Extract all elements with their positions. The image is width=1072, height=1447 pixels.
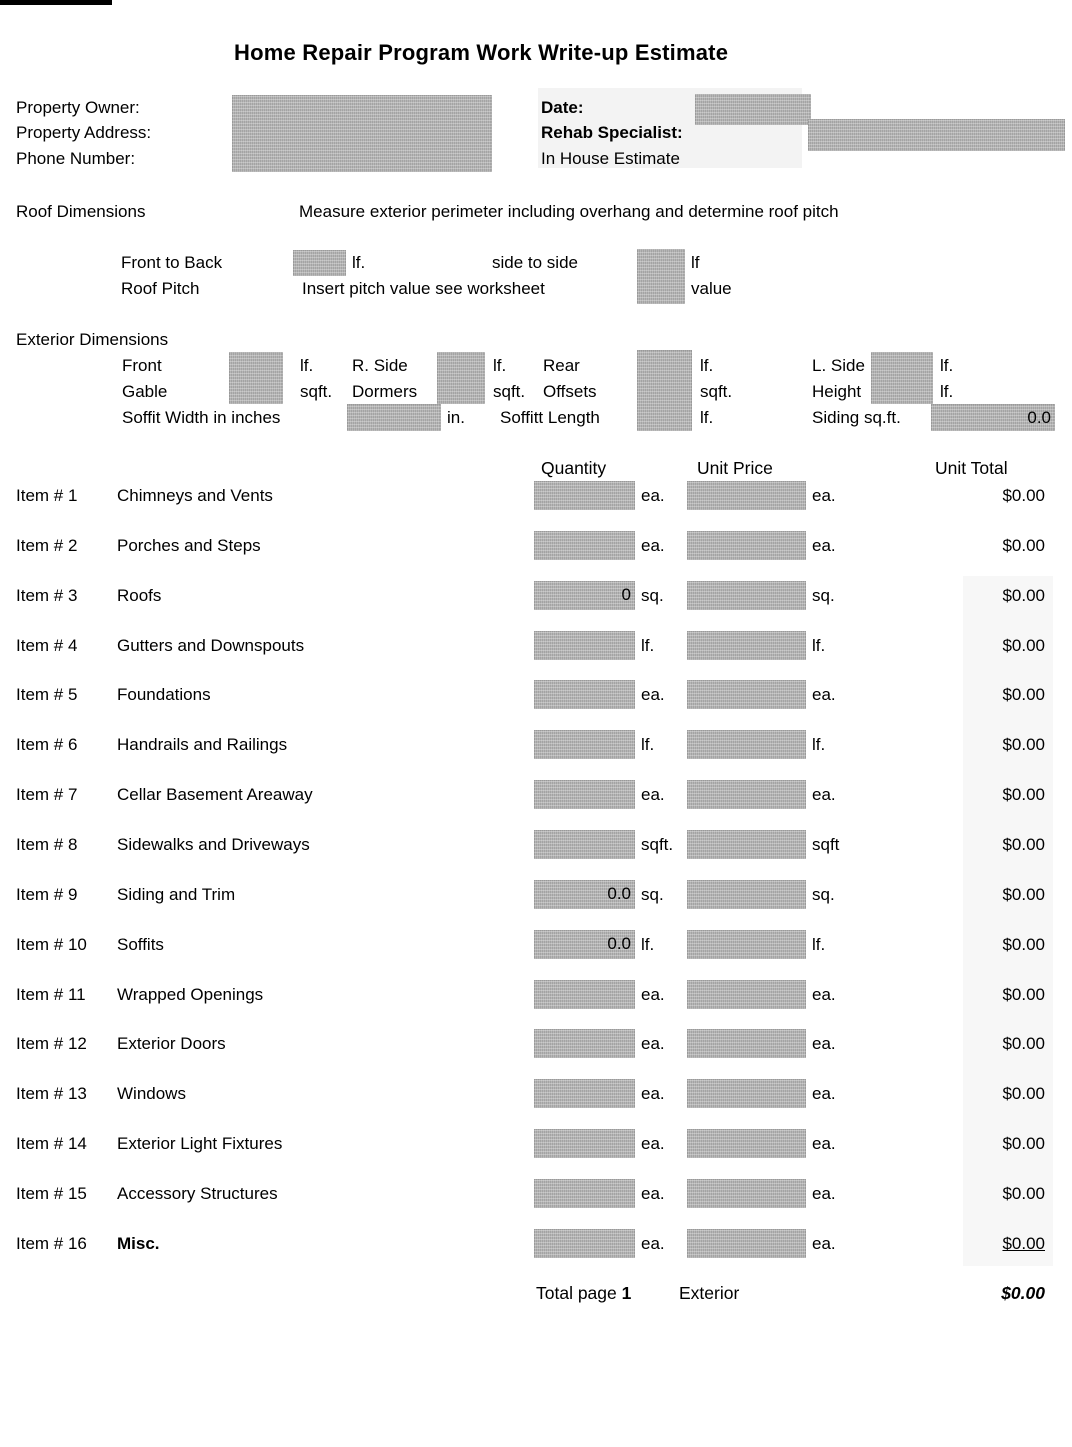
quantity-unit: sqft. (641, 834, 674, 854)
quantity-field[interactable] (534, 930, 635, 959)
unit-price-field[interactable] (687, 531, 806, 560)
quantity-unit: ea. (641, 984, 665, 1004)
unit-total-value: $0.00 (1002, 1233, 1045, 1253)
table-row (0, 830, 1072, 880)
unit-total-value: $0.00 (1002, 1183, 1045, 1203)
table-row (0, 1129, 1072, 1179)
unit-price-field[interactable] (687, 1029, 806, 1058)
roof-pitch-label: Roof Pitch (121, 279, 200, 298)
page-title: Home Repair Program Work Write-up Estimate (234, 40, 729, 65)
unit-price-unit: sq. (812, 884, 835, 904)
total-page-prefix: Total page (536, 1283, 617, 1303)
table-row (0, 1229, 1072, 1279)
soffit-width-unit: in. (447, 408, 465, 427)
property-info-field[interactable] (232, 95, 492, 172)
unit-price-unit: lf. (812, 635, 826, 655)
item-number: Item # 16 (16, 1233, 87, 1253)
quantity-header: Quantity (541, 458, 607, 478)
item-name: Chimneys and Vents (117, 486, 273, 505)
unit-price-unit: sq. (812, 585, 835, 605)
item-number: Item # 3 (16, 585, 78, 605)
quantity-field[interactable] (534, 1129, 635, 1158)
table-row (0, 730, 1072, 780)
item-name: Foundations (117, 685, 211, 705)
rehab-specialist-label: Rehab Specialist: (541, 123, 683, 142)
siding-sqft-value: 0.0 (1027, 407, 1051, 427)
rehab-specialist-field[interactable] (808, 119, 1065, 151)
total-page-number: 1 (621, 1283, 632, 1303)
quantity-field[interactable] (534, 1229, 635, 1258)
quantity-field[interactable] (534, 830, 635, 859)
quantity-value: 0.0 (607, 934, 631, 954)
front-to-back-unit: lf. (352, 253, 366, 272)
unit-price-unit: ea. (812, 785, 836, 805)
unit-price-field[interactable] (687, 1129, 806, 1158)
unit-price-field[interactable] (687, 930, 806, 959)
item-name: Soffits (117, 934, 164, 954)
quantity-field[interactable] (534, 880, 635, 909)
dormers-unit: sqft. (493, 382, 526, 401)
unit-total-value: $0.00 (1002, 685, 1045, 705)
table-row (0, 631, 1072, 681)
front-label: Front (122, 356, 162, 375)
quantity-field[interactable] (534, 1079, 635, 1108)
quantity-value: 0 (621, 585, 631, 605)
item-name: Windows (117, 1084, 186, 1104)
scan-artifact-bar (0, 0, 112, 5)
soffit-width-field[interactable] (347, 404, 441, 431)
unit-price-unit: lf. (812, 934, 826, 954)
item-name: Porches and Steps (117, 535, 261, 555)
total-page-label (536, 1283, 631, 1304)
quantity-unit: ea. (641, 1034, 665, 1054)
l-side-unit: lf. (940, 356, 954, 375)
unit-price-unit: ea. (812, 1233, 836, 1253)
quantity-unit: lf. (641, 635, 655, 655)
unit-price-unit: ea. (812, 486, 836, 505)
item-name: Sidewalks and Driveways (117, 834, 310, 854)
unit-total-value: $0.00 (1002, 834, 1045, 854)
total-section-label: Exterior (679, 1283, 740, 1303)
item-number: Item # 14 (16, 1134, 87, 1154)
table-row (0, 880, 1072, 930)
dormers-label: Dormers (352, 382, 418, 401)
side-to-side-label: side to side (492, 253, 578, 272)
item-name: Exterior Light Fixtures (117, 1134, 283, 1154)
unit-price-field[interactable] (687, 1179, 806, 1208)
quantity-field[interactable] (534, 581, 635, 610)
item-name: Wrapped Openings (117, 984, 264, 1004)
date-field[interactable] (695, 94, 811, 125)
unit-total-value: $0.00 (1002, 1134, 1045, 1154)
quantity-field[interactable] (534, 481, 635, 510)
unit-price-unit: ea. (812, 1134, 836, 1154)
item-number: Item # 7 (16, 785, 78, 805)
gable-unit: sqft. (300, 382, 333, 401)
unit-price-field[interactable] (687, 980, 806, 1009)
unit-price-field[interactable] (687, 631, 806, 660)
unit-total-value: $0.00 (1002, 934, 1045, 954)
unit-total-value: $0.00 (1002, 984, 1045, 1004)
unit-price-field[interactable] (687, 730, 806, 759)
quantity-field[interactable] (534, 531, 635, 560)
phone-number-label: Phone Number: (16, 149, 136, 168)
item-number: Item # 13 (16, 1084, 87, 1104)
quantity-unit: ea. (641, 1233, 665, 1253)
unit-price-field[interactable] (687, 830, 806, 859)
gable-label: Gable (122, 382, 168, 401)
siding-sqft-label: Siding sq.ft. (812, 408, 901, 427)
offsets-unit: sqft. (700, 382, 733, 401)
quantity-field[interactable] (534, 1029, 635, 1058)
unit-total-value: $0.00 (1002, 785, 1045, 805)
table-row (0, 980, 1072, 1030)
soffitt-length-unit: lf. (700, 408, 714, 427)
unit-total-value: $0.00 (1002, 1034, 1045, 1054)
quantity-unit: ea. (641, 535, 665, 555)
quantity-unit: ea. (641, 685, 665, 705)
in-house-estimate-label: In House Estimate (541, 149, 680, 168)
rear-offsets-length-field[interactable] (637, 350, 692, 431)
unit-price-unit: ea. (812, 1084, 836, 1104)
rear-label: Rear (543, 356, 580, 375)
item-number: Item # 4 (16, 635, 78, 655)
quantity-unit: sq. (641, 884, 664, 904)
front-unit: lf. (300, 356, 314, 375)
property-owner-label: Property Owner: (16, 98, 140, 117)
quantity-field[interactable] (534, 1179, 635, 1208)
item-name: Handrails and Railings (117, 735, 288, 755)
unit-price-unit: ea. (812, 535, 836, 555)
offsets-label: Offsets (543, 382, 597, 401)
rear-unit: lf. (700, 356, 714, 375)
table-row (0, 581, 1072, 631)
quantity-unit: lf. (641, 934, 655, 954)
r-side-label: R. Side (352, 356, 408, 375)
quantity-field[interactable] (534, 730, 635, 759)
height-label: Height (812, 382, 862, 401)
unit-total-value: $0.00 (1002, 884, 1045, 904)
front-to-back-field[interactable] (293, 250, 346, 276)
table-row (0, 1079, 1072, 1129)
side-to-side-and-pitch-field[interactable] (637, 249, 685, 304)
siding-sqft-field[interactable] (931, 404, 1055, 431)
item-name: Exterior Doors (117, 1034, 226, 1054)
roof-dimensions-heading: Roof Dimensions (16, 202, 146, 221)
unit-price-unit: ea. (812, 1034, 836, 1054)
l-side-label: L. Side (812, 356, 865, 375)
item-name: Misc. (117, 1233, 160, 1253)
item-number: Item # 6 (16, 735, 78, 755)
unit-price-unit: ea. (812, 685, 836, 705)
roof-dimensions-instruction: Measure exterior perimeter including overhang and determine roof pitch (299, 202, 839, 221)
table-row (0, 680, 1072, 730)
unit-price-unit: ea. (812, 1183, 836, 1203)
side-to-side-unit: lf (691, 253, 700, 272)
unit-price-field[interactable] (687, 1229, 806, 1258)
item-number: Item # 2 (16, 535, 78, 555)
item-name: Accessory Structures (117, 1183, 278, 1203)
unit-price-unit: sqft (812, 834, 840, 854)
quantity-field[interactable] (534, 631, 635, 660)
quantity-unit: ea. (641, 785, 665, 805)
item-number: Item # 5 (16, 685, 78, 705)
item-number: Item # 10 (16, 934, 87, 954)
exterior-dimensions-heading: Exterior Dimensions (16, 330, 169, 349)
item-name: Cellar Basement Areaway (117, 785, 313, 805)
table-row (0, 1179, 1072, 1229)
soffitt-length-label: Soffitt Length (500, 408, 600, 427)
lside-height-field[interactable] (871, 352, 933, 404)
soffit-width-label: Soffit Width in inches (122, 408, 281, 427)
item-number: Item # 15 (16, 1183, 87, 1203)
unit-price-field[interactable] (687, 680, 806, 709)
item-name: Gutters and Downspouts (117, 635, 305, 655)
quantity-unit: ea. (641, 486, 665, 505)
quantity-value: 0.0 (607, 884, 631, 904)
item-name: Roofs (117, 585, 162, 605)
unit-price-field[interactable] (687, 1079, 806, 1108)
front-to-back-label: Front to Back (121, 253, 223, 272)
quantity-unit: sq. (641, 585, 664, 605)
table-row (0, 531, 1072, 581)
unit-price-field[interactable] (687, 780, 806, 809)
table-row (0, 930, 1072, 980)
unit-price-field[interactable] (687, 880, 806, 909)
property-address-label: Property Address: (16, 123, 152, 142)
date-label: Date: (541, 98, 584, 117)
grand-total-value: $0.00 (1001, 1283, 1045, 1303)
unit-price-field[interactable] (687, 581, 806, 610)
unit-price-unit: lf. (812, 735, 826, 755)
quantity-unit: lf. (641, 735, 655, 755)
unit-total-value: $0.00 (1002, 486, 1045, 505)
roof-pitch-unit: value (691, 279, 732, 298)
table-row (0, 481, 1072, 531)
unit-total-value: $0.00 (1002, 735, 1045, 755)
quantity-unit: ea. (641, 1183, 665, 1203)
item-name: Siding and Trim (117, 884, 236, 904)
unit-price-unit: ea. (812, 984, 836, 1004)
unit-price-header: Unit Price (697, 458, 773, 478)
table-row (0, 780, 1072, 830)
quantity-field[interactable] (534, 680, 635, 709)
r-side-unit: lf. (493, 356, 507, 375)
quantity-unit: ea. (641, 1134, 665, 1154)
front-gable-field[interactable] (229, 352, 283, 404)
unit-total-value: $0.00 (1002, 585, 1045, 605)
unit-total-value: $0.00 (1002, 535, 1045, 555)
unit-total-value: $0.00 (1002, 635, 1045, 655)
item-number: Item # 9 (16, 884, 78, 904)
unit-total-header: Unit Total (935, 458, 1008, 478)
quantity-field[interactable] (534, 980, 635, 1009)
quantity-field[interactable] (534, 780, 635, 809)
table-row (0, 1029, 1072, 1079)
unit-total-value: $0.00 (1002, 1084, 1045, 1104)
quantity-unit: ea. (641, 1084, 665, 1104)
height-unit: lf. (940, 382, 954, 401)
unit-price-field[interactable] (687, 481, 806, 510)
roof-pitch-instruction: Insert pitch value see worksheet (302, 279, 545, 298)
item-number: Item # 12 (16, 1034, 87, 1054)
item-number: Item # 8 (16, 834, 78, 854)
rside-dormers-field[interactable] (437, 352, 485, 404)
item-number: Item # 11 (16, 984, 86, 1004)
item-number: Item # 1 (16, 486, 78, 505)
